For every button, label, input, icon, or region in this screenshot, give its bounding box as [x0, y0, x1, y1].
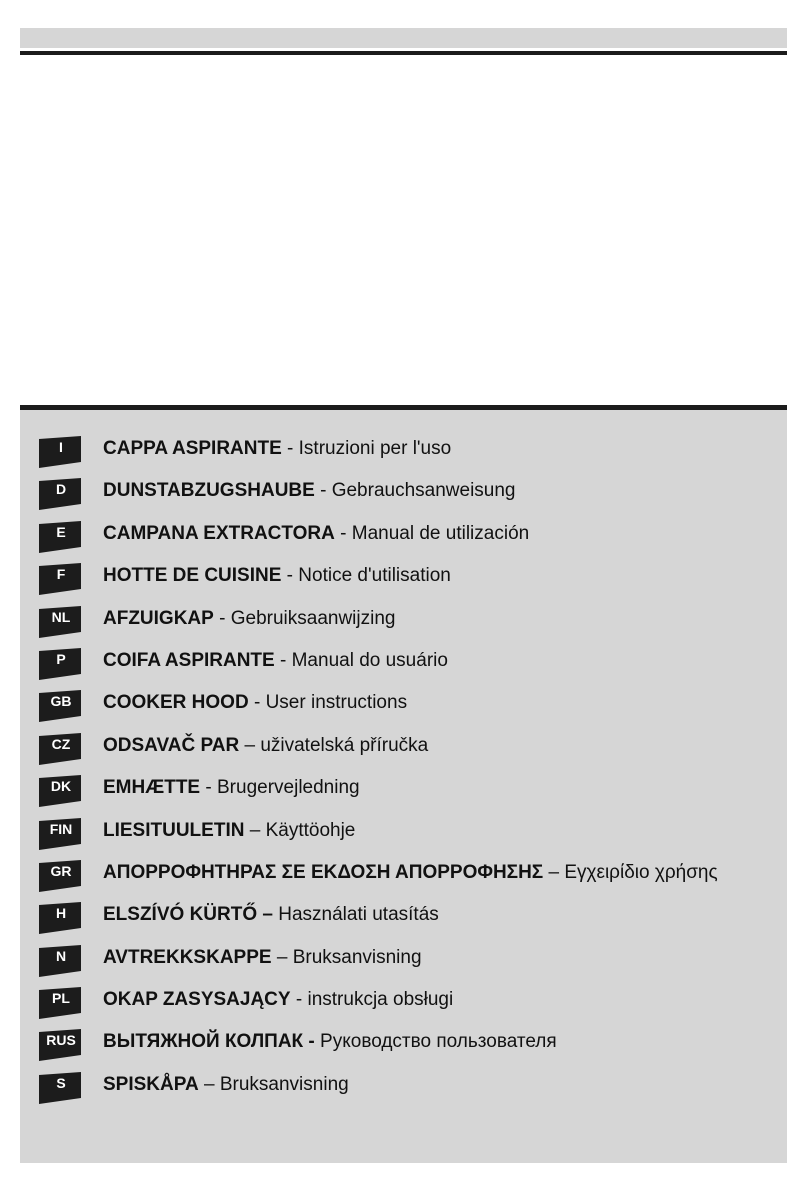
manual-subtitle: Εγχειρίδιο χρήσης	[564, 861, 718, 883]
product-title: ELSZÍVÓ KÜRTŐ –	[103, 904, 273, 926]
list-item: I CAPPA ASPIRANTE - Istruzioni per l'uso	[38, 432, 778, 474]
manual-subtitle: Manual do usuário	[291, 649, 448, 671]
language-code: P	[56, 650, 66, 667]
product-title: ΑΠΟΡΡΟΦΗΤΗΡΑΣ ΣΕ ΕΚΔΟΣΗ ΑΠΟΡΡΟΦΗΣΗΣ	[103, 861, 544, 883]
language-tab-icon	[38, 1028, 84, 1062]
manual-subtitle: Használati utasítás	[278, 904, 439, 926]
language-tab-icon	[38, 986, 84, 1020]
list-item: S SPISKÅPA – Bruksanvisning	[38, 1068, 778, 1110]
language-list	[38, 432, 778, 1110]
language-code: PL	[52, 990, 70, 1007]
list-item: DK EMHÆTTE - Brugervejledning	[38, 771, 778, 813]
product-title: OKAP ZASYSAJĄCY	[103, 989, 291, 1011]
list-item: CZ ODSAVAČ PAR – uživatelská příručka	[38, 729, 778, 771]
language-code: DK	[50, 778, 72, 795]
manual-subtitle: Bruksanvisning	[219, 1073, 349, 1095]
language-tab-icon	[38, 647, 84, 681]
language-tab-icon	[38, 477, 84, 511]
list-item: N AVTREKKSKAPPE – Bruksanvisning	[38, 941, 778, 983]
manual-subtitle: instrukcja obsługi	[307, 989, 454, 1011]
list-item: PL OKAP ZASYSAJĄCY - instrukcja obsługi	[38, 983, 778, 1025]
list-item: E CAMPANA EXTRACTORA - Manual de utilización	[38, 517, 778, 559]
manual-subtitle: Руководство пользователя	[320, 1031, 557, 1053]
manual-subtitle: uživatelská příručka	[260, 734, 429, 756]
language-tab-icon	[38, 605, 84, 639]
manual-subtitle: Brugervejledning	[217, 777, 360, 799]
language-code: F	[56, 566, 66, 583]
list-item: P COIFA ASPIRANTE - Manual do usuário	[38, 644, 778, 686]
language-tab-icon	[38, 774, 84, 808]
language-tab-icon	[38, 520, 84, 554]
language-tab-icon	[38, 817, 84, 851]
product-title: CAMPANA EXTRACTORA	[103, 522, 335, 544]
product-title: EMHÆTTE	[103, 777, 201, 799]
list-item	[38, 1025, 778, 1067]
manual-subtitle: Bruksanvisning	[292, 946, 422, 968]
product-title: COOKER HOOD	[103, 692, 249, 714]
language-panel-rule	[20, 405, 787, 410]
manual-subtitle: Notice d'utilisation	[298, 565, 451, 587]
list-item: GB COOKER HOOD - User instructions	[38, 686, 778, 728]
product-title: SPISKÅPA	[103, 1073, 199, 1095]
product-title: AFZUIGKAP	[103, 607, 214, 629]
language-code: FIN	[49, 820, 73, 837]
product-title: DUNSTABZUGSHAUBE	[103, 480, 315, 502]
language-code: D	[55, 481, 67, 498]
language-code: I	[59, 439, 63, 455]
language-code: CZ	[51, 735, 71, 752]
list-item: D DUNSTABZUGSHAUBE - Gebrauchsanweisung	[38, 474, 778, 516]
product-title: ODSAVAČ PAR	[103, 734, 240, 756]
language-tab-icon	[38, 562, 84, 596]
language-tab-icon	[38, 435, 84, 469]
language-code: S	[56, 1074, 66, 1091]
list-item	[38, 898, 778, 940]
list-item: FIN LIESITUULETIN – Käyttöohje	[38, 814, 778, 856]
manual-subtitle: Gebrauchsanweisung	[331, 480, 516, 502]
language-code: N	[55, 947, 67, 964]
product-title: AVTREKKSKAPPE	[103, 946, 272, 968]
list-item: F HOTTE DE CUISINE - Notice d'utilisation	[38, 559, 778, 601]
list-item: GR ΑΠΟΡΡΟΦΗΤΗΡΑΣ ΣΕ ΕΚΔΟΣΗ ΑΠΟΡΡΟΦΗΣΗΣ – Εγχειρίδιο χρήσης	[38, 856, 778, 898]
language-tab-icon	[38, 944, 84, 978]
language-code: GR	[50, 862, 72, 879]
language-code: GB	[50, 693, 72, 710]
language-tab-icon	[38, 1071, 84, 1105]
language-code: E	[56, 523, 66, 540]
language-code: RUS	[46, 1032, 76, 1049]
product-title: LIESITUULETIN	[103, 819, 245, 841]
product-title: COIFA ASPIRANTE	[103, 649, 275, 671]
language-tab-icon	[38, 901, 84, 935]
manual-subtitle: Istruzioni per l'uso	[298, 438, 452, 459]
manual-subtitle: Gebruiksaanwijzing	[230, 607, 396, 629]
language-code: NL	[51, 608, 71, 625]
product-title: HOTTE DE CUISINE	[103, 565, 282, 587]
header-band	[20, 28, 787, 48]
language-tab-icon	[38, 689, 84, 723]
header-rule	[20, 51, 787, 55]
language-tab-icon	[38, 859, 84, 893]
list-item: NL AFZUIGKAP - Gebruiksaanwijzing	[38, 602, 778, 644]
language-code: H	[55, 905, 67, 922]
manual-subtitle: Manual de utilización	[351, 522, 530, 544]
manual-subtitle: User instructions	[265, 692, 408, 714]
manual-subtitle: Käyttöohje	[265, 819, 356, 841]
language-tab-icon	[38, 732, 84, 766]
product-title: CAPPA ASPIRANTE	[103, 438, 282, 459]
product-title: ВЫТЯЖНОЙ КОЛПАК -	[103, 1031, 315, 1053]
